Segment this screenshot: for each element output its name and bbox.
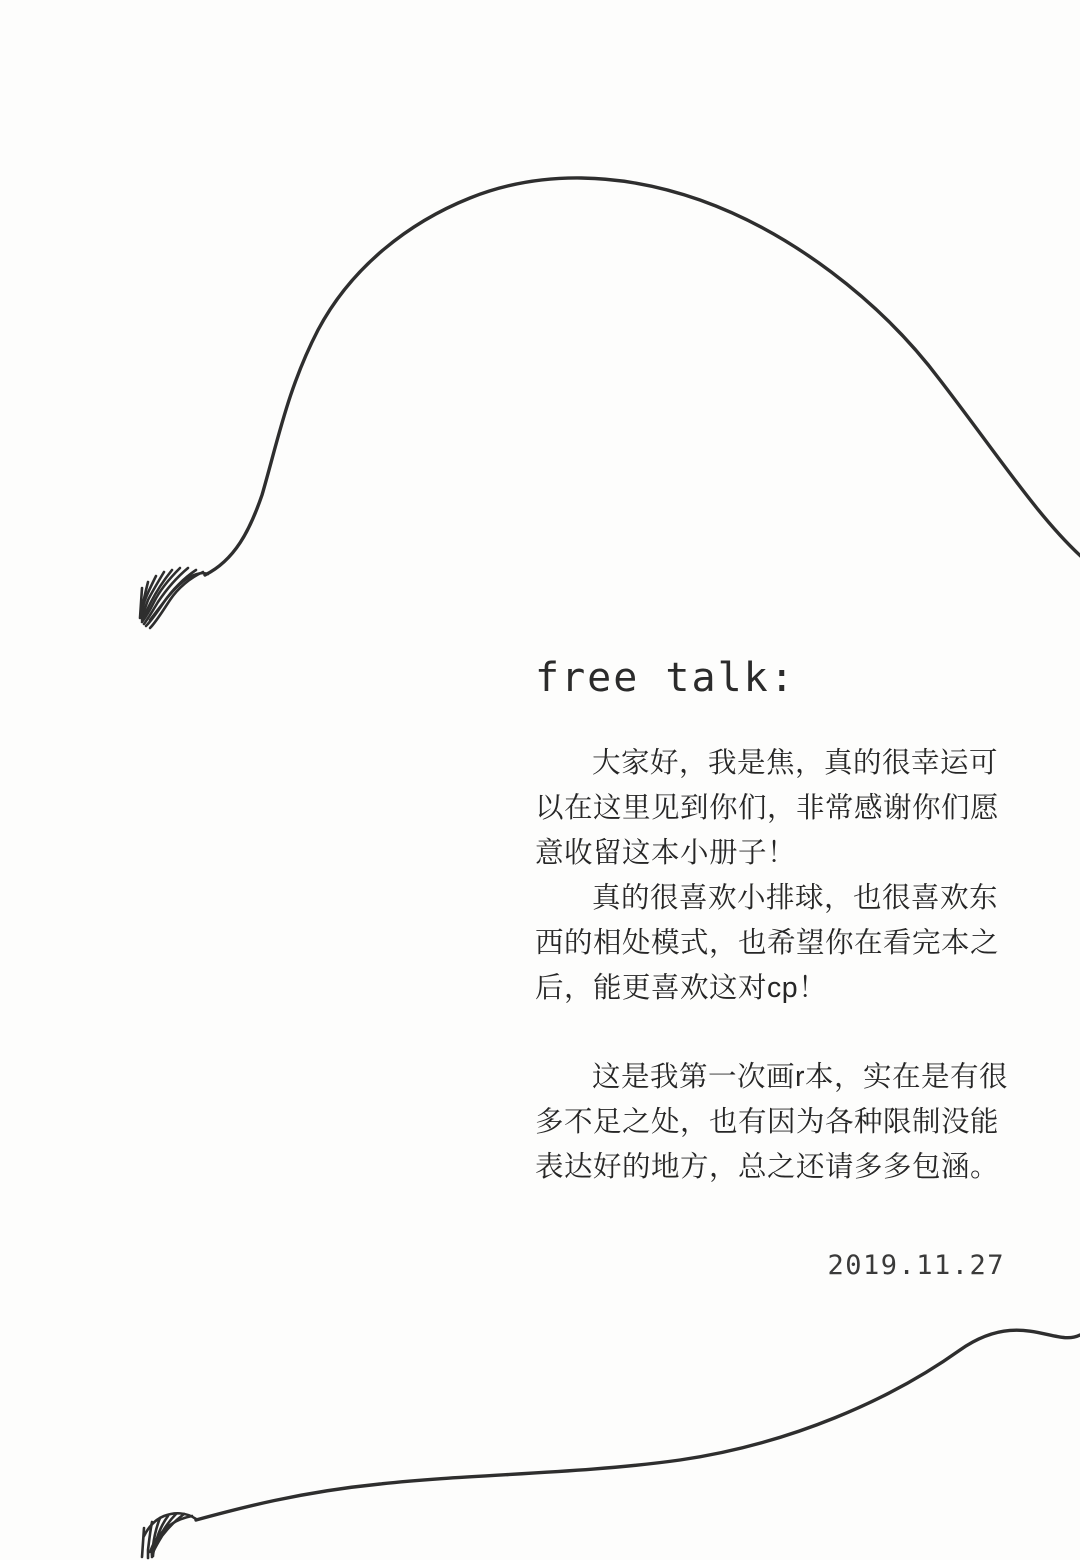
hand-drawn-curve-bottom bbox=[142, 1330, 1080, 1558]
paragraph-2: 真的很喜欢小排球，也很喜欢东西的相处模式，也希望你在看完本之后，能更喜欢这对cp！ bbox=[535, 882, 1000, 1004]
hand-drawn-curve-top bbox=[140, 178, 1080, 628]
paragraph-spacer bbox=[535, 1011, 1025, 1055]
paragraph-1: 大家好，我是焦，真的很幸运可以在这里见到你们，非常感谢你们愿意收留这本小册子！ bbox=[535, 747, 1000, 869]
paragraph-3: 这是我第一次画r本，实在是有很多不足之处，也有因为各种限制没能表达好的地方，总之还请多多包涵。 bbox=[535, 1061, 1008, 1183]
pen-scribble-end bbox=[140, 568, 208, 628]
page-title: free talk: bbox=[535, 655, 796, 701]
signature-date: 2019.11.27 bbox=[827, 1250, 1005, 1281]
pen-scribble-end-bottom bbox=[142, 1513, 196, 1558]
free-talk-block bbox=[535, 655, 1025, 1281]
